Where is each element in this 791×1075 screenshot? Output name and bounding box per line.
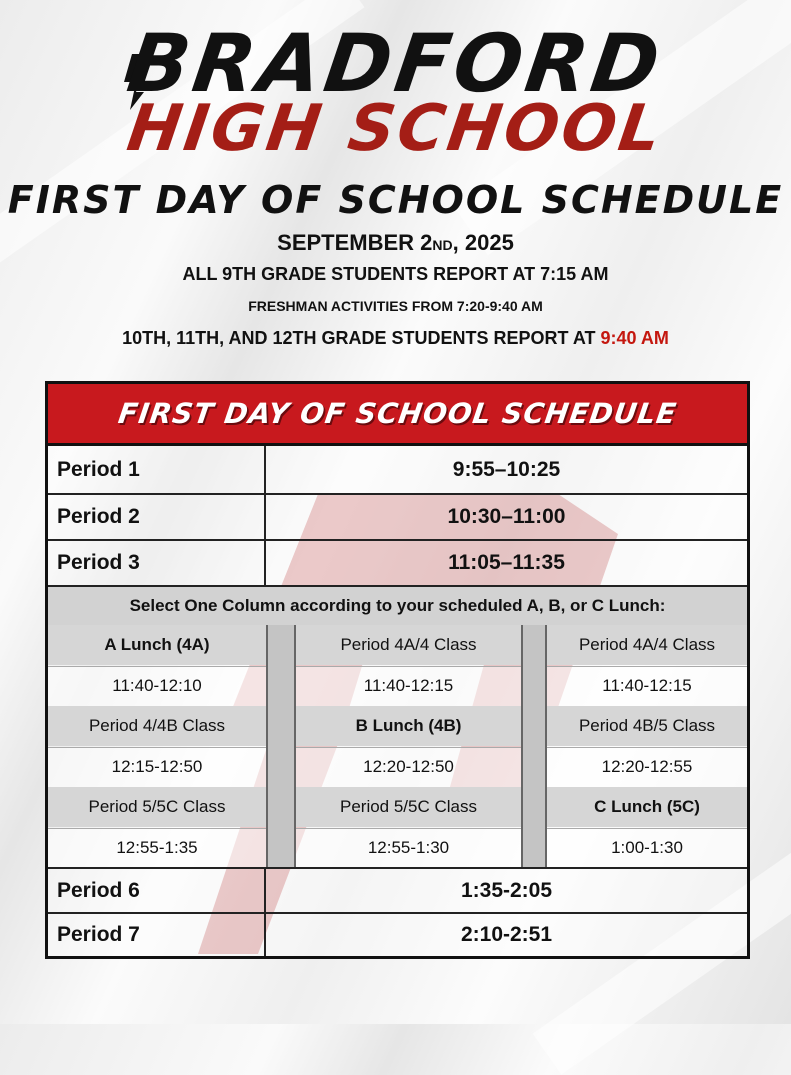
lunch-column-b <box>296 625 521 869</box>
date-suffix: ND <box>432 237 453 253</box>
date-line <box>0 230 791 258</box>
lunch-cell-time: 12:20-12:50 <box>296 747 521 787</box>
lunch-cell-time: 11:40-12:15 <box>296 666 521 706</box>
schedule-table <box>45 381 750 959</box>
period-row <box>48 495 747 539</box>
upper-grades-time: 9:40 AM <box>600 328 669 348</box>
period-label: Period 1 <box>48 446 266 493</box>
lunch-cell-label: Period 4A/4 Class <box>296 625 521 665</box>
lunch-cell-time: 12:55-1:30 <box>296 828 521 868</box>
period-label: Period 6 <box>48 869 266 912</box>
upper-grades-report <box>0 325 791 351</box>
period-label: Period 7 <box>48 914 266 956</box>
lunch-column-a <box>48 625 266 869</box>
lunch-cell-time: 1:00-1:30 <box>547 828 747 868</box>
lunch-cell-label: Period 4A/4 Class <box>547 625 747 665</box>
lunch-cell-time: 12:20-12:55 <box>547 747 747 787</box>
lunch-instruction: Select One Column according to your scheduled A, B, or C Lunch: <box>48 587 747 625</box>
schedule-banner-title: FIRST DAY OF SCHOOL SCHEDULE <box>116 397 679 430</box>
lunch-cell-label: Period 5/5C Class <box>48 787 266 827</box>
logo-high-school: HIGH SCHOOL <box>122 92 669 166</box>
schedule-banner <box>48 384 747 446</box>
upper-grades-text: 10TH, 11TH, AND 12TH GRADE STUDENTS REPORT AT <box>122 328 601 348</box>
page-title: FIRST DAY OF SCHOOL SCHEDULE <box>7 178 784 222</box>
lunch-cell-label: B Lunch (4B) <box>296 706 521 746</box>
lunch-cell-label: A Lunch (4A) <box>48 625 266 665</box>
period-row <box>48 541 747 585</box>
logo-school-name: BRADFORD <box>122 17 669 110</box>
lunch-cell-label: Period 4/4B Class <box>48 706 266 746</box>
period-time: 11:05–11:35 <box>448 551 565 574</box>
lunch-cell-time: 11:40-12:10 <box>48 666 266 706</box>
period-label: Period 2 <box>48 495 266 539</box>
lunch-cell-label: Period 4B/5 Class <box>547 706 747 746</box>
date-year: , 2025 <box>452 230 514 255</box>
period-row <box>48 914 747 956</box>
period-row <box>48 869 747 912</box>
column-separator <box>266 625 296 869</box>
lunch-cell-time: 12:55-1:35 <box>48 828 266 868</box>
period-time: 1:35-2:05 <box>460 878 553 902</box>
lunch-cell-label: C Lunch (5C) <box>547 787 747 827</box>
lunch-cell-time: 11:40-12:15 <box>547 666 747 706</box>
freshman-activities: FRESHMAN ACTIVITIES FROM 7:20-9:40 AM <box>248 298 543 314</box>
period-row <box>48 446 747 493</box>
period-time: 2:10-2:51 <box>460 923 553 946</box>
column-separator <box>521 625 547 869</box>
period-label: Period 3 <box>48 541 266 585</box>
period-time: 10:30–11:00 <box>447 505 566 528</box>
lunch-column-c <box>547 625 747 869</box>
period-time: 9:55–10:25 <box>452 457 561 481</box>
date-prefix: SEPTEMBER 2 <box>277 230 433 255</box>
lunch-cell-time: 12:15-12:50 <box>48 747 266 787</box>
ninth-grade-report: ALL 9TH GRADE STUDENTS REPORT AT 7:15 AM <box>182 264 609 284</box>
lunch-cell-label: Period 5/5C Class <box>296 787 521 827</box>
